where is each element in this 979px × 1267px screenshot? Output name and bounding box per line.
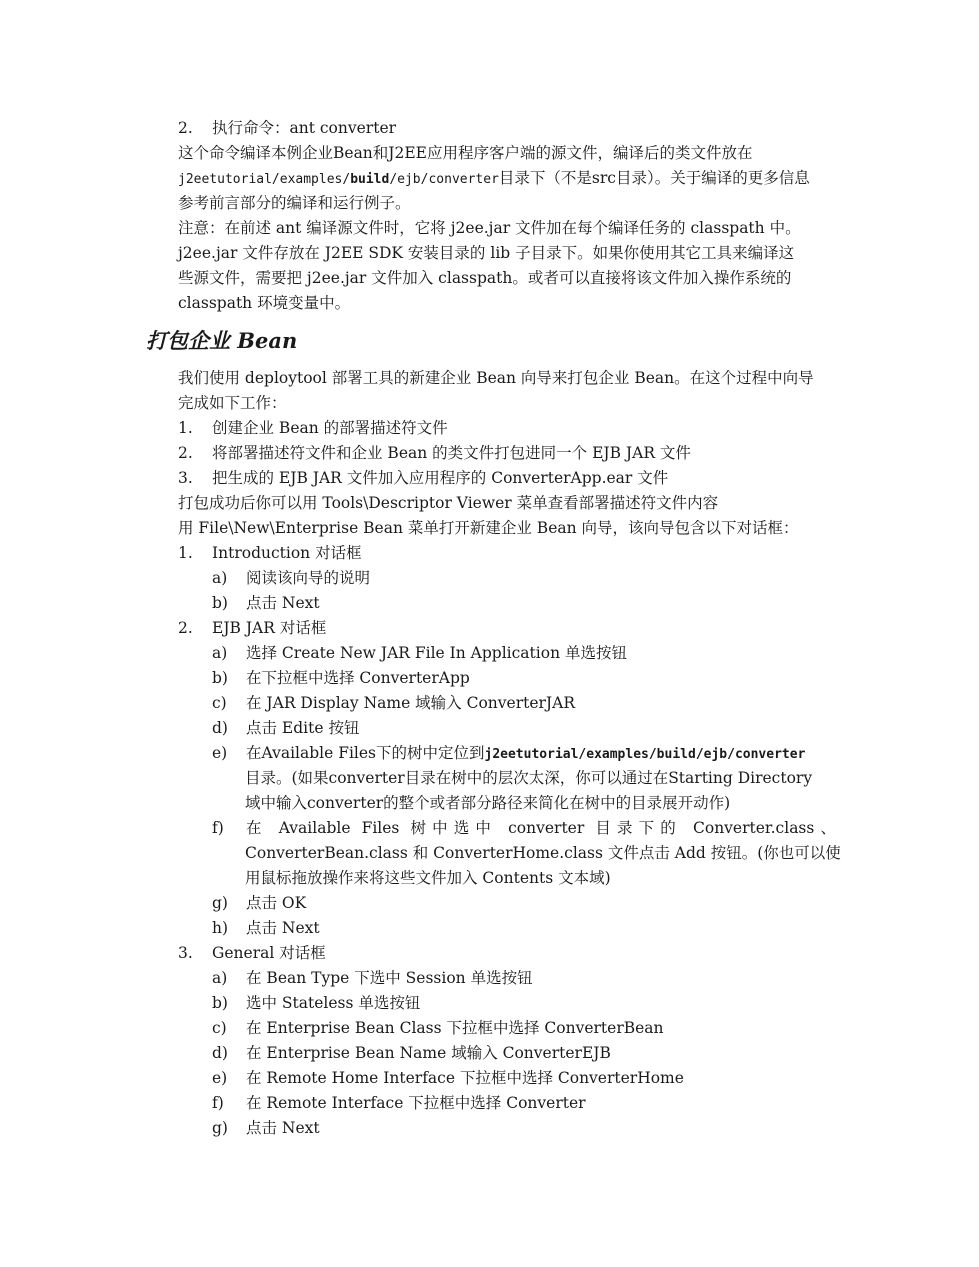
sub-item bbox=[212, 916, 320, 941]
sub-item bbox=[212, 741, 805, 766]
intro-paragraph-line: 参考前言部分的编译和运行例子。 bbox=[178, 194, 411, 212]
dialog-item bbox=[178, 541, 362, 566]
sub-key: h) bbox=[212, 919, 229, 937]
sub-text: 点击 Next bbox=[246, 1119, 320, 1137]
sub-item bbox=[212, 1041, 611, 1066]
list-text: 创建企业 Bean 的部署描述符文件 bbox=[212, 419, 448, 437]
note-line: j2ee.jar 文件存放在 J2EE SDK 安装目录的 lib 子目录下。如果你使用其它工具来编译这 bbox=[178, 244, 795, 262]
sub-item bbox=[212, 641, 627, 666]
sub-key: c) bbox=[212, 1019, 227, 1037]
section-paragraph-line: 完成如下工作： bbox=[178, 394, 287, 412]
sub-key: d) bbox=[212, 1044, 228, 1062]
path-text-bold: j2eetutorial/examples/build/ejb/converter bbox=[484, 747, 806, 762]
list-number: 3. bbox=[178, 944, 193, 962]
sub-text: 在 JAR Display Name 域输入 ConverterJAR bbox=[246, 694, 576, 712]
note-line: 些源文件，需要把 j2ee.jar 文件加入 classpath。或者可以直接将该文件加入操作系统的 bbox=[178, 269, 792, 287]
sub-key: b) bbox=[212, 994, 228, 1012]
sub-key: b) bbox=[212, 594, 228, 612]
sub-item bbox=[212, 1016, 664, 1041]
sub-text: 选中 Stateless 单选按钮 bbox=[246, 994, 421, 1012]
sub-item bbox=[212, 666, 470, 691]
sub-text: 点击 OK bbox=[246, 894, 307, 912]
sub-item bbox=[212, 716, 359, 741]
paragraph-text: 目录下（不是src目录）。关于编译的更多信息 bbox=[498, 169, 810, 187]
intro-paragraph-line bbox=[178, 166, 810, 191]
sub-key: d) bbox=[212, 719, 228, 737]
sub-key: a) bbox=[212, 969, 228, 987]
list-number: 2. bbox=[178, 619, 193, 637]
sub-item bbox=[212, 891, 306, 916]
sub-text: 在 Available Files 树中选中 converter 目录下的 Converter.class、 bbox=[246, 819, 836, 837]
list-number: 1. bbox=[178, 544, 193, 562]
sub-text: 选择 Create New JAR File In Application 单选按钮 bbox=[246, 644, 627, 662]
sub-key: c) bbox=[212, 694, 227, 712]
sub-text: 点击 Next bbox=[246, 919, 320, 937]
sub-item bbox=[212, 816, 836, 841]
sub-text: 在 Remote Home Interface 下拉框中选择 ConverterHome bbox=[246, 1069, 684, 1087]
sub-text: 点击 Next bbox=[246, 594, 320, 612]
note-line: 注意：在前述 ant 编译源文件时，它将 j2ee.jar 文件加在每个编译任务的 classpath 中。 bbox=[178, 219, 801, 237]
sub-text: 在 Bean Type 下选中 Session 单选按钮 bbox=[246, 969, 533, 987]
sub-item bbox=[212, 591, 320, 616]
sub-item bbox=[212, 966, 533, 991]
section-paragraph-line: 用 File\New\Enterprise Bean 菜单打开新建企业 Bean 向导，该向导包含以下对话框： bbox=[178, 519, 799, 537]
sub-key: e) bbox=[212, 1069, 228, 1087]
section-heading: 打包企业 Bean bbox=[146, 328, 298, 353]
sub-key: f) bbox=[212, 1094, 224, 1112]
section-paragraph-line: 我们使用 deploytool 部署工具的新建企业 Bean 向导来打包企业 Bean。在这个过程中向导 bbox=[178, 369, 814, 387]
task-item bbox=[178, 441, 691, 466]
sub-text: 在 Remote Interface 下拉框中选择 Converter bbox=[246, 1094, 586, 1112]
sub-key: f) bbox=[212, 819, 224, 837]
sub-key: b) bbox=[212, 669, 228, 687]
list-text: 把生成的 EJB JAR 文件加入应用程序的 ConverterApp.ear 文件 bbox=[212, 469, 669, 487]
path-text: /ejb/converter bbox=[389, 172, 499, 187]
task-item bbox=[178, 466, 668, 491]
task-item bbox=[178, 416, 448, 441]
list-text: 执行命令：ant converter bbox=[212, 119, 397, 137]
sub-text: 在Available Files下的树中定位到 bbox=[246, 744, 485, 762]
sub-text: 阅读该向导的说明 bbox=[246, 569, 371, 587]
sub-item bbox=[212, 566, 370, 591]
sub-item-continuation: 域中输入converter的整个或者部分路径来简化在树中的目录展开动作) bbox=[245, 794, 731, 812]
sub-item-continuation: ConverterBean.class 和 ConverterHome.class 文件点击 Add 按钮。(你也可以使 bbox=[245, 844, 841, 862]
sub-text: 点击 Edite 按钮 bbox=[246, 719, 360, 737]
sub-item-continuation: 用鼠标拖放操作来将这些文件加入 Contents 文本域) bbox=[245, 869, 611, 887]
sub-key: g) bbox=[212, 1119, 228, 1137]
list-text: EJB JAR 对话框 bbox=[212, 619, 327, 637]
sub-text: 在下拉框中选择 ConverterApp bbox=[246, 669, 470, 687]
sub-item bbox=[212, 691, 575, 716]
sub-item bbox=[212, 1066, 684, 1091]
sub-item bbox=[212, 1116, 320, 1141]
intro-paragraph-line: 这个命令编译本例企业Bean和J2EE应用程序客户端的源文件，编译后的类文件放在 bbox=[178, 144, 753, 162]
sub-item-continuation: 目录。(如果converter目录在树中的层次太深，你可以通过在Starting Directory bbox=[245, 769, 813, 787]
intro-step-2 bbox=[178, 116, 396, 141]
path-text: j2eetutorial/examples/ bbox=[178, 172, 351, 187]
dialog-item bbox=[178, 616, 326, 641]
dialog-item bbox=[178, 941, 326, 966]
note-line: classpath 环境变量中。 bbox=[178, 294, 351, 312]
sub-text: 在 Enterprise Bean Name 域输入 ConverterEJB bbox=[246, 1044, 611, 1062]
path-text-bold: build bbox=[350, 172, 390, 187]
list-number: 1. bbox=[178, 419, 193, 437]
sub-item bbox=[212, 991, 420, 1016]
list-text: 将部署描述符文件和企业 Bean 的类文件打包进同一个 EJB JAR 文件 bbox=[212, 444, 691, 462]
sub-item bbox=[212, 1091, 586, 1116]
list-number: 2. bbox=[178, 119, 193, 137]
sub-key: a) bbox=[212, 569, 228, 587]
sub-key: a) bbox=[212, 644, 228, 662]
sub-key: e) bbox=[212, 744, 228, 762]
list-number: 2. bbox=[178, 444, 193, 462]
list-number: 3. bbox=[178, 469, 193, 487]
list-text: Introduction 对话框 bbox=[212, 544, 362, 562]
sub-key: g) bbox=[212, 894, 228, 912]
list-text: General 对话框 bbox=[212, 944, 326, 962]
sub-text: 在 Enterprise Bean Class 下拉框中选择 ConverterBean bbox=[246, 1019, 664, 1037]
section-paragraph-line: 打包成功后你可以用 Tools\Descriptor Viewer 菜单查看部署描述符文件内容 bbox=[178, 494, 719, 512]
